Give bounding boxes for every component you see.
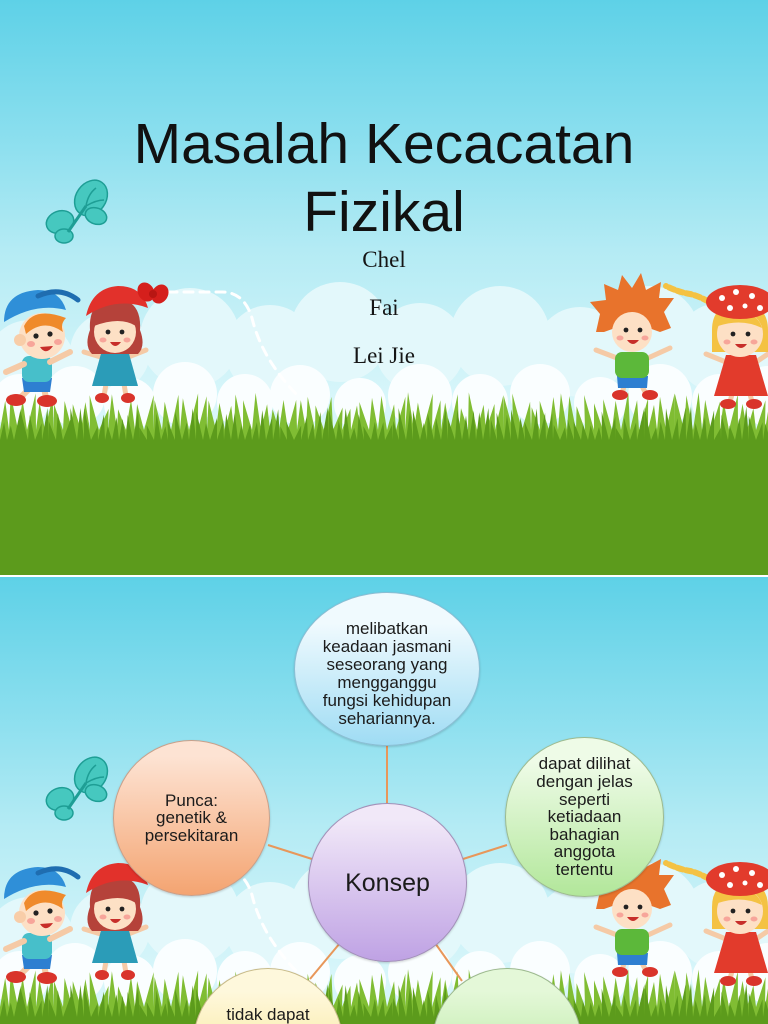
connector-line	[435, 943, 462, 981]
node-text-line: persekitaran	[144, 825, 239, 845]
presentation-title: Masalah Kecacatan Fizikal	[133, 112, 635, 244]
node-text-line: tidak dapat	[226, 1005, 310, 1024]
concept-map-slide	[0, 577, 768, 1024]
node-text-line: melibatkan	[345, 619, 429, 638]
node-text-line: fungsi kehidupan	[322, 691, 452, 710]
node-text-line: keadaan jasmani	[322, 637, 452, 656]
author-name: Fai	[369, 295, 399, 320]
concept-node-definition	[294, 592, 480, 746]
node-text-line: ketiadaan	[547, 807, 622, 827]
author-list	[284, 236, 484, 380]
node-text-line: dapat dilihat	[538, 754, 631, 774]
node-text-line: mengganggu	[337, 673, 437, 692]
node-text-line: genetik &	[156, 808, 227, 828]
author-name: Lei Jie	[353, 343, 415, 368]
node-text-line: seseorang yang	[326, 655, 448, 674]
node-text-line: sehariannya.	[338, 709, 436, 728]
node-text-line: anggota	[553, 842, 616, 862]
concept-node-cause	[113, 740, 270, 896]
concept-node-visible	[505, 737, 664, 897]
center-label: Konsep	[345, 868, 430, 897]
connector-line	[463, 845, 507, 859]
node-text-line: dengan jelas	[536, 772, 633, 792]
node-text-line: Punca:	[165, 790, 218, 810]
connector-line	[268, 845, 312, 859]
node-text-line: seperti	[558, 789, 611, 809]
connector-line	[310, 943, 340, 979]
node-text-line: bahagian	[549, 824, 620, 844]
author-name: Chel	[362, 247, 406, 272]
concept-node-center	[308, 803, 467, 962]
node-text-line: tertentu	[555, 859, 614, 879]
